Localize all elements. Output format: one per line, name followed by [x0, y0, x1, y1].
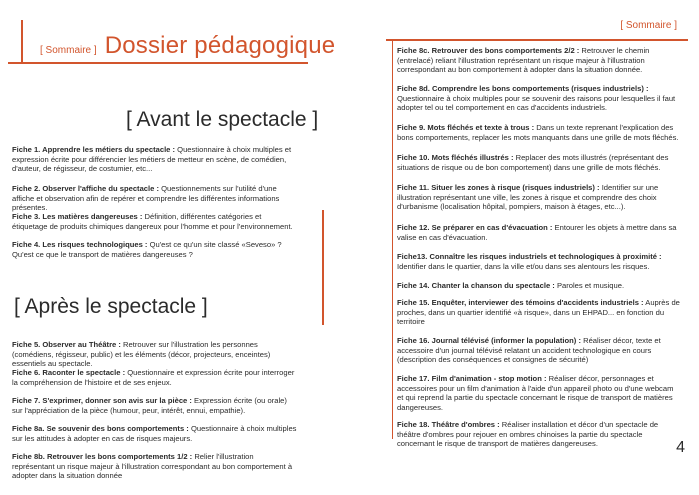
- fiche-label: Fiche 2. Observer l'affiche du spectacle :: [12, 184, 159, 193]
- fiche-text: Identifier dans le quartier, dans la ville et/ou dans ses alentours les risques.: [397, 261, 650, 271]
- page-number: 4: [676, 439, 685, 456]
- fiche-label: Fiche 4. Les risques technologiques :: [12, 240, 148, 249]
- fiche-text: Réaliser installation et décor d'un spectacle de théâtre d'ombres pour rejouer en ombres chinoises la partie du spectacle concernant le risque de transport de matières dangereuses.: [397, 420, 659, 449]
- fiche-label: Fiche 14. Chanter la chanson du spectacle :: [397, 281, 555, 290]
- sommaire-link-right[interactable]: [ Sommaire ]: [620, 20, 677, 31]
- fiche-11[interactable]: [397, 183, 681, 212]
- fiche-label: Fiche 12. Se préparer en cas d'évacuation :: [397, 223, 553, 232]
- fiche-18[interactable]: [397, 420, 681, 449]
- fiche-text: Retrouver sur l'illustration les personnes (comédiens, régisseur, public) et les éléments (décor, projecteurs, enceintes) essentiels au spectacle.: [12, 340, 271, 369]
- fiche-label: Fiche 8c. Retrouver des bons comportements 2/2 :: [397, 46, 580, 55]
- fiche-label: Fiche 16. Journal télévisé (informer la population) :: [397, 336, 581, 345]
- fiche-5[interactable]: [12, 340, 298, 369]
- fiche-text: Questionnaire et expression écrite pour interroger la compréhension de l'histoire et de ses enjeux.: [12, 368, 295, 387]
- fiche-text: Questionnaire à choix multiples pour se souvenir des raisons pour lesquelles il faut adopter tel ou tel comportement en cas d'accidents industriels.: [397, 93, 676, 113]
- fiche-text: Questionnaire à choix multiples sur les attitudes à adopter en cas de risques majeurs.: [12, 424, 297, 443]
- fiche-8b[interactable]: [12, 452, 298, 481]
- fiche-text: Réaliser décor, texte et accessoire d'un journal télévisé relatant un accident technologique en cours (description des conséquences et consignes de sécurité): [397, 336, 661, 365]
- fiche-label: Fiche 18. Théâtre d'ombres :: [397, 420, 500, 429]
- fiche-label: Fiche 7. S'exprimer, donner son avis sur la pièce :: [12, 396, 192, 405]
- center-rule-vertical: [322, 210, 324, 325]
- fiche-text: Relier l'illustration représentant un risque majeur à l'illustration correspondant au bon comportement à adopter dans la situation donnée: [12, 452, 293, 481]
- fiche-7[interactable]: [12, 396, 298, 415]
- fiche-text: Questionnaire à choix multiples et expression écrite pour différencier les métiers de metteur en scène, de comédien, d'auteur, de régisseur, de costumier, etc...: [12, 145, 292, 174]
- header-rule-right: [386, 39, 688, 41]
- fiche-text: Identifier sur une illustration représentant une ville, les zones à risque et comprendre des choix d'urbanisme (localisation hôpital, pompiers, maison à étages, etc...).: [397, 183, 659, 212]
- fiche-17[interactable]: [397, 374, 681, 412]
- fiche-label: Fiche 8a. Se souvenir des bons comportements :: [12, 424, 189, 433]
- fiche-14[interactable]: [397, 281, 681, 291]
- fiche-label: Fiche 9. Mots fléchés et texte à trous :: [397, 123, 535, 132]
- fiche-9[interactable]: [397, 123, 681, 142]
- fiche-label: Fiche 17. Film d'animation - stop motion :: [397, 374, 547, 383]
- fiche-text: Réaliser décor, personnages et accessoires pour un film d'animation à l'aide d'un appareil photo ou d'une webcam et qui reprend la partie du spectacle concernant le risque de transport de matières dangereuses.: [397, 374, 674, 412]
- fiche-label: Fiche 8b. Retrouver les bons comportements 1/2 :: [12, 452, 193, 461]
- fiche-8a[interactable]: [12, 424, 298, 443]
- fiche-3[interactable]: [12, 212, 298, 231]
- fiche-1[interactable]: [12, 145, 298, 174]
- fiche-text: Dans un texte reprenant l'explication des bons comportements, replacer les mots manquants dans une grille de mots fléchés.: [397, 123, 679, 142]
- page-title: Dossier pédagogique: [104, 32, 336, 59]
- fiche-label: Fiche 6. Raconter le spectacle :: [12, 368, 126, 377]
- corner-rule-vertical-left: [21, 20, 23, 64]
- fiche-label: Fiche 1. Apprendre les métiers du spectacle :: [12, 145, 176, 154]
- fiche-6[interactable]: [12, 368, 298, 387]
- fiche-label: Fiche 3. Les matières dangereuses :: [12, 212, 143, 221]
- section-title-apres: [ Après le spectacle ]: [14, 295, 208, 318]
- fiche-8c[interactable]: [397, 46, 681, 75]
- fiche-13[interactable]: [397, 252, 681, 271]
- fiche-label: Fiche 15. Enquêter, interviewer des témoins d'accidents industriels :: [397, 298, 644, 307]
- fiche-12[interactable]: [397, 223, 681, 242]
- header-rule-left: [8, 62, 308, 64]
- fiche-text: Auprès de proches, dans un quartier identifié «à risque», dans un EHPAD... en fonction du territoire: [397, 298, 680, 327]
- fiche-15[interactable]: [397, 298, 681, 327]
- fiche-text: Retrouver le chemin (entrelacé) reliant l'illustration représentant un risque majeur à l'illustration correspondant au bon comportement à adopter dans la situation donnée.: [397, 46, 650, 75]
- fiche-label: Fiche 11. Situer les zones à risque (risques industriels) :: [397, 183, 600, 192]
- fiche-text: Replacer des mots illustrés (représentant des situations de risque ou de bon comportement) dans une grille de mots fléchés.: [397, 153, 669, 172]
- fiche-2[interactable]: [12, 184, 298, 213]
- fiche-10[interactable]: [397, 153, 681, 172]
- fiche-text: Questionnements sur l'utilité d'une affiche et observation afin de repérer et comprendre les différentes informations présentes.: [12, 184, 280, 213]
- fiche-text: Définition, différentes catégories et étiquetage de produits chimiques dangereux pour l'homme et pour l'environnement.: [12, 212, 293, 231]
- fiche-label: Fiche 10. Mots fléchés illustrés :: [397, 153, 514, 162]
- fiche-text: Entourer les objets à mettre dans sa valise en cas d'évacuation.: [397, 223, 677, 242]
- fiche-4[interactable]: [12, 240, 298, 259]
- fiche-label: Fiche13. Connaître les risques industriels et technologiques à proximité :: [397, 252, 662, 261]
- fiche-label: Fiche 5. Observer au Théâtre :: [12, 340, 121, 349]
- fiche-text: Paroles et musique.: [554, 281, 625, 290]
- fiche-8d[interactable]: [397, 84, 681, 113]
- right-column-rule: [392, 39, 393, 439]
- fiche-label: Fiche 8d. Comprendre les bons comportements (risques industriels) :: [397, 84, 649, 93]
- section-title-avant: [ Avant le spectacle ]: [126, 108, 319, 131]
- page-header: [40, 32, 335, 60]
- fiche-text: Expression écrite (ou orale) sur l'appréciation de la pièce (humour, peur, intérêt, ennui, empathie).: [12, 396, 287, 415]
- fiche-text: Qu'est ce qu'un site classé «Seveso» ? Qu'est ce que le transport de matières dangereuses ?: [12, 240, 282, 259]
- sommaire-link-left[interactable]: [ Sommaire ]: [40, 45, 97, 56]
- fiche-16[interactable]: [397, 336, 681, 365]
